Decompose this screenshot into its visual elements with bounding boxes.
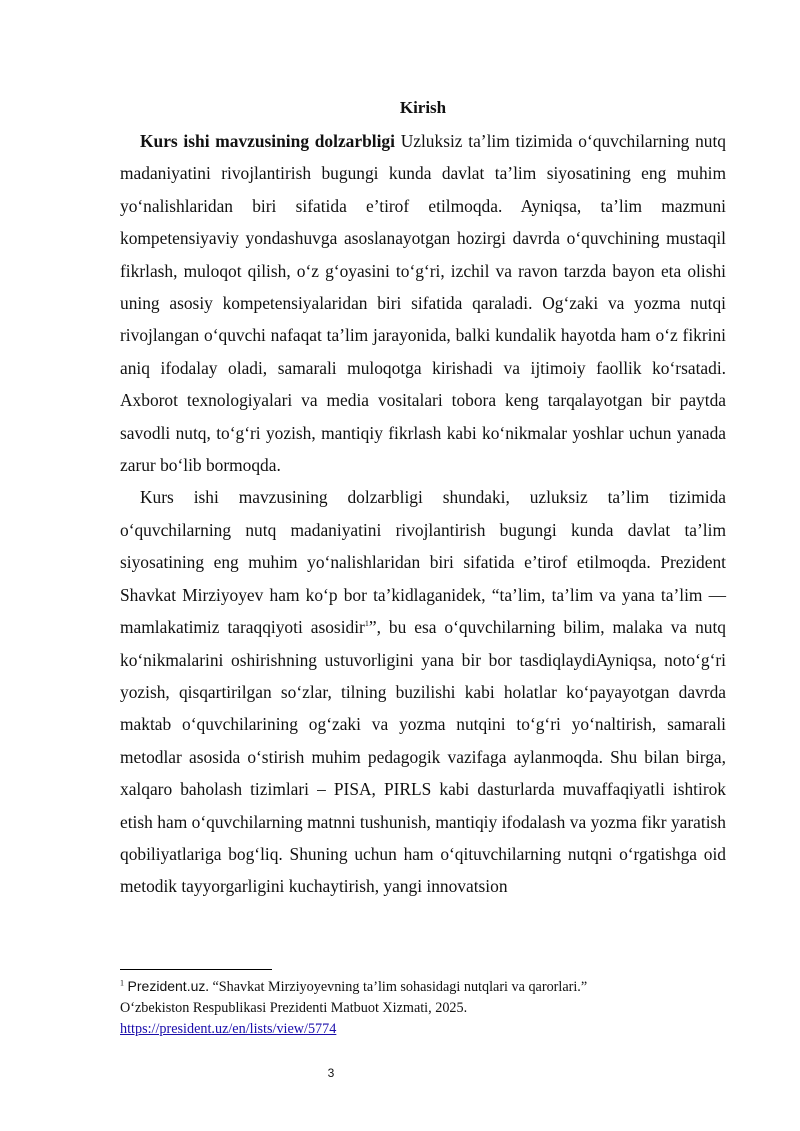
footnote-reference[interactable]: 1 xyxy=(364,619,369,629)
footnote-number: 1 xyxy=(120,978,124,988)
document-body xyxy=(120,94,726,903)
paragraph-lead: Kurs ishi mavzusining dolzarbligi xyxy=(140,131,395,151)
paragraph-policy xyxy=(120,481,726,902)
paragraph-text: Uzluksiz ta’lim tizimida o‘quvchilarning nutq madaniyatini rivojlantirish bugungi kunda davlat ta’lim siyosatining eng muhim yo‘nalishlaridan biri sifatida e’tirof etilmoqda. Ayniqsa, ta’lim mazmuni kompetensiyaviy yondashuvga asoslanayotgan hozirgi davrda o‘quvchining mustaqil fikrlash, muloqot qilish, o‘z g‘oyasini to‘g‘ri, izchil va ravon tarzda bayon eta olishi uning asosiy kompetensiyalaridan biri sifatida qaraladi. Og‘zaki va yozma nutqi rivojlangan o‘quvchi nafaqat ta’lim jarayonida, balki kundalik hayotda ham o‘z fikrini aniq ifodalay oladi, samarali muloqotga kirishadi va ijtimoiy faollik ko‘rsatadi. Axborot texnologiyalari va media vositalari tobora keng tarqalayotgan bir paytda savodli nutq, to‘g‘ri yozish, mantiqiy fikrlash kabi ko‘nikmalar yoshlar uchun yanada zarur bo‘lib bormoqda. xyxy=(120,131,726,476)
paragraph-relevance xyxy=(120,125,726,481)
paragraph-text-before-ref: Kurs ishi mavzusining dolzarbligi shundaki, uzluksiz ta’lim tizimida o‘quvchilarning nutq madaniyatini rivojlantirish bugungi kunda davlat ta’lim siyosatining eng muhim yo‘nalishlaridan biri sifatida e’tirof etilmoqda. Prezident Shavkat Mirziyoyev ham ko‘p bor ta’kidlaganidek, “ta’lim, ta’lim va yana ta’lim — mamlakatimiz taraqqiyoti asosidir xyxy=(120,487,726,638)
footnote-line-1 xyxy=(120,976,726,998)
footnote xyxy=(120,976,726,1040)
footnote-line-2: O‘zbekiston Respublikasi Prezidenti Matbuot Xizmati, 2025. xyxy=(120,1000,468,1016)
page-number: 3 xyxy=(327,1066,335,1080)
section-heading: Kirish xyxy=(399,98,447,117)
footnote-line-3 xyxy=(120,1019,726,1040)
footnote-divider xyxy=(120,969,272,970)
footnote-title: . “Shavkat Mirziyoyevning ta’lim sohasidagi nutqlari va qarorlari.” xyxy=(205,979,588,995)
footnote-link[interactable]: https://president.uz/en/lists/view/5774 xyxy=(120,1021,337,1037)
footnote-publisher: Prezident.uz xyxy=(127,978,206,994)
paragraph-text-after-ref: ”, bu esa o‘quvchilarning bilim, malaka va nutq ko‘nikmalarini oshirishning ustuvorligini yana bir bor tasdiqlaydiAyniqsa, noto‘g‘ri yozish, qisqartirilgan so‘zlar, tilning buzilishi kabi holatlar ko‘payayotgan davrda maktab o‘quvchilarining og‘zaki va yozma nutqini to‘g‘ri yo‘naltirish, samarali metodlar asosida o‘stirish muhim pedagogik vazifaga aylanmoqda. Shu bilan birga, xalqaro baholash tizimlari – PISA, PIRLS kabi dasturlarda muvaffaqiyatli ishtirok etish ham o‘quvchilarning matnni tushunish, mantiqiy ifodalash va yozma fikr yaratish qobiliyatlariga bog‘liq. Shuning uchun ham o‘qituvchilarning nutqni o‘rgatishga oid metodik tayyorgarligini kuchaytirish, yangi innovatsion xyxy=(120,617,726,897)
